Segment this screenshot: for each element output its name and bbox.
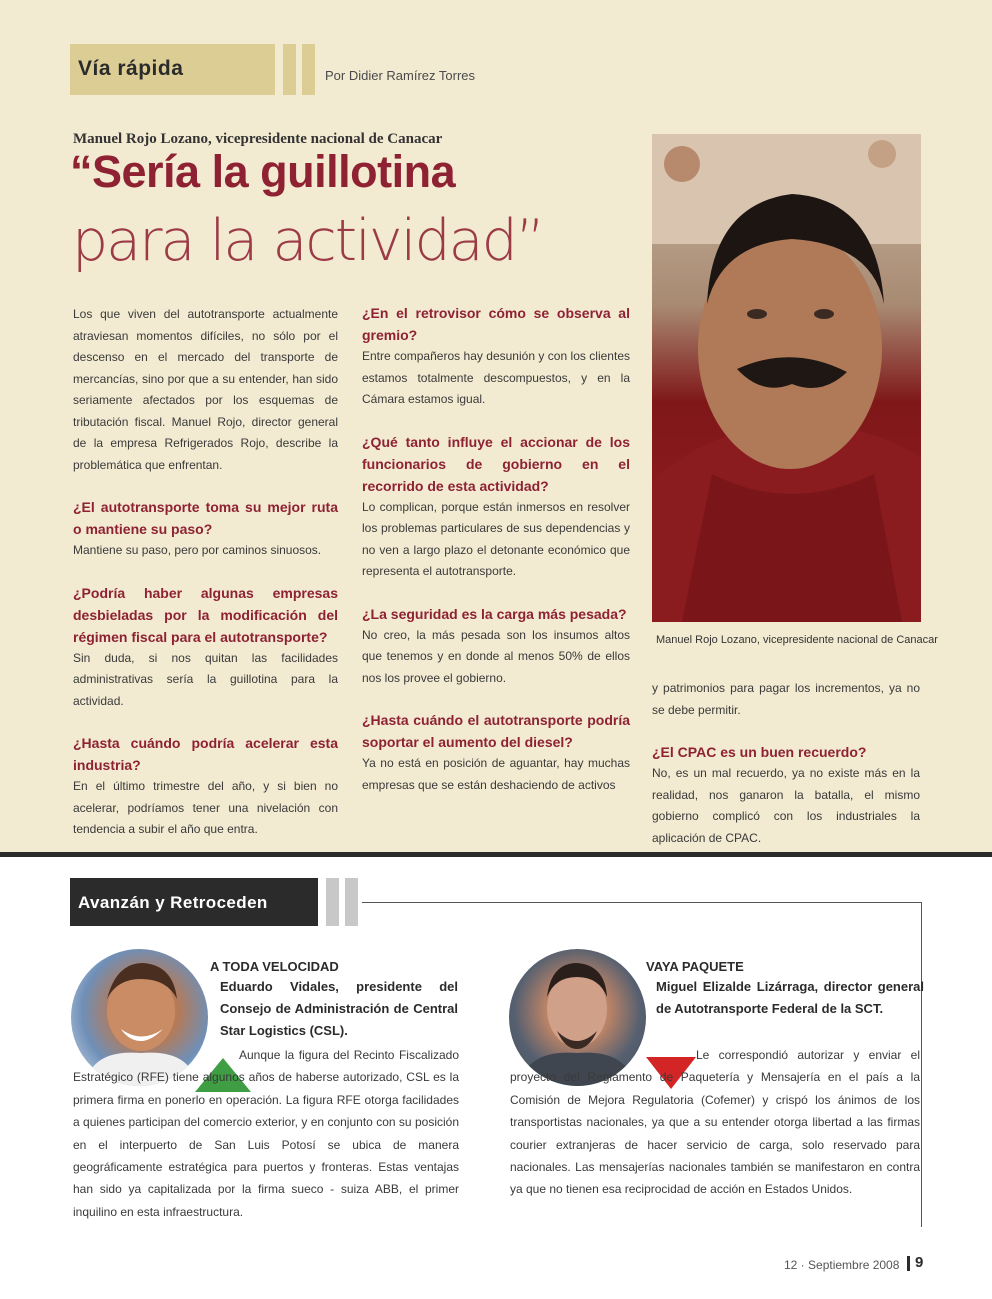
- issue-date: 12 · Septiembre 2008: [784, 1258, 900, 1272]
- item-name: [656, 976, 924, 1020]
- answer: Mantiene su paso, pero por caminos sinuosos.: [73, 543, 322, 557]
- headline-line-1: “Sería la guillotina: [70, 146, 456, 197]
- section-label: Vía rápida: [78, 57, 184, 80]
- answer: Lo complican, porque están inmersos en resolver los problemas particulares de sus dependencias y no ven a largo plazo el detonante económico que representa el autotransporte.: [362, 499, 630, 578]
- question: ¿Qué tanto influye el accionar de los funcionarios de gobierno en el recorrido de esta actividad?: [362, 433, 630, 494]
- item-name: [220, 976, 458, 1042]
- question: ¿La seguridad es la carga más pesada?: [362, 605, 627, 622]
- label-bar-decoration: [345, 878, 358, 926]
- article-column-3: [652, 678, 920, 869]
- question: ¿Hasta cuándo podría acelerar esta industria?: [73, 735, 338, 773]
- section-divider: [0, 852, 992, 857]
- item-title: A TODA VELOCIDAD: [210, 959, 339, 974]
- answer: Entre compañeros hay desunión y con los clientes estamos totalmente descompuestos, y en la Cámara estamos igual.: [362, 349, 630, 406]
- item-name-bold: Miguel Elizalde Lizárraga, director general de Autotransporte Federal de la SCT.: [656, 979, 924, 1016]
- answer: En el último trimestre del año, y si bien no acelerar, podríamos tener una nivelación con tendencia a subir el año que entra.: [73, 779, 338, 836]
- interviewee-photo: [652, 134, 921, 622]
- item-title: VAYA PAQUETE: [646, 959, 744, 974]
- answer: No creo, la más pesada son los insumos altos que tenemos y en donde al menos 50% de ellos nos los provee el gobierno.: [362, 627, 630, 685]
- article-intro: Los que viven del autotransporte actualmente atraviesan momentos difíciles, no sólo por el descenso en el mercado del transporte de mercancías, sino por que a su entender, han sido seriamente afectados por los esquemas de tributación fiscal. Manuel Rojo, director general de la empresa Refrigerados Rojo, describe la problemática que enfrentan.: [73, 307, 338, 472]
- question: ¿En el retrovisor cómo se observa al gremio?: [362, 305, 630, 343]
- question: ¿El autotransporte toma su mejor ruta o mantiene su paso?: [73, 499, 338, 537]
- article-kicker: Manuel Rojo Lozano, vicepresidente nacional de Canacar: [73, 131, 443, 147]
- label-bar-decoration: [302, 44, 315, 95]
- answer-continuation: y patrimonios para pagar los incrementos, ya no se debe permitir.: [652, 681, 920, 717]
- answer: Sin duda, si nos quitan las facilidades administrativas sería la guillotina para la actividad.: [73, 650, 338, 708]
- article-column-1: [73, 304, 338, 861]
- question: ¿Podría haber algunas empresas desbieladas por la modificación del régimen fiscal para el autotransporte?: [73, 584, 338, 645]
- item-name-bold: Eduardo Vidales, presidente del Consejo de Administración de Central Star Logistics (CSL).: [220, 979, 458, 1038]
- article-column-2: [362, 302, 630, 816]
- section2-label: Avanzán y Retroceden: [78, 893, 268, 912]
- label-bar-decoration: [326, 878, 339, 926]
- item-body: Aunque la figura del Recinto Fiscalizado Estratégico (RFE) tiene algunos años de haberse autorizado, CSL es la primera firma en ponerlo en operación. La figura RFE otorga facilidades a quienes participan del comercio exterior, y en conjunto con su posición en el interpuerto de San Luis Potosí se ubica de manera geográficamente estratégica para puertos y fronteras. Estas ventajas han sido ya capitalizada por la firma sueco - suiza ABB, el primer inquilino en esta infraestructura.: [73, 1048, 459, 1219]
- byline: Por Didier Ramírez Torres: [325, 68, 476, 83]
- photo-caption: Manuel Rojo Lozano, vicepresidente nacional de Canacar: [656, 634, 938, 646]
- page-number: 9: [915, 1254, 924, 1271]
- answer: Ya no está en posición de aguantar, hay muchas empresas que se están deshaciendo de activos: [362, 756, 630, 792]
- answer: No, es un mal recuerdo, ya no existe más en la realidad, nos ganaron la batalla, el mismo gobierno complicó con los industriales la aplicación de CPAC.: [652, 766, 920, 845]
- item-body: Le correspondió autorizar y enviar el proyecto del Reglamento de Paquetería y Mensajería en el país a la Comisión de Mejora Regulatoria (Cofemer) y crispó los ánimos de los transportistas nacionales, ya que a su entender otorga libertad a las firmas courier extranjeras de hacer servicio de carga, solo reservado para nacionales. Las mensajerías nacionales también se manifestaron en contra ya que no tienen esa reciprocidad de acción en Estados Unidos.: [510, 1048, 920, 1197]
- portrait-illustration: [652, 134, 921, 622]
- question: ¿El CPAC es un buen recuerdo?: [652, 744, 867, 760]
- folio-separator: [907, 1256, 910, 1271]
- label-bar-decoration: [283, 44, 296, 95]
- question: ¿Hasta cuándo el autotransporte podría soportar el aumento del diesel?: [362, 712, 630, 750]
- frame-line: [362, 902, 922, 903]
- headline-line-2: para la actividad”: [72, 208, 544, 274]
- frame-line: [921, 902, 922, 1227]
